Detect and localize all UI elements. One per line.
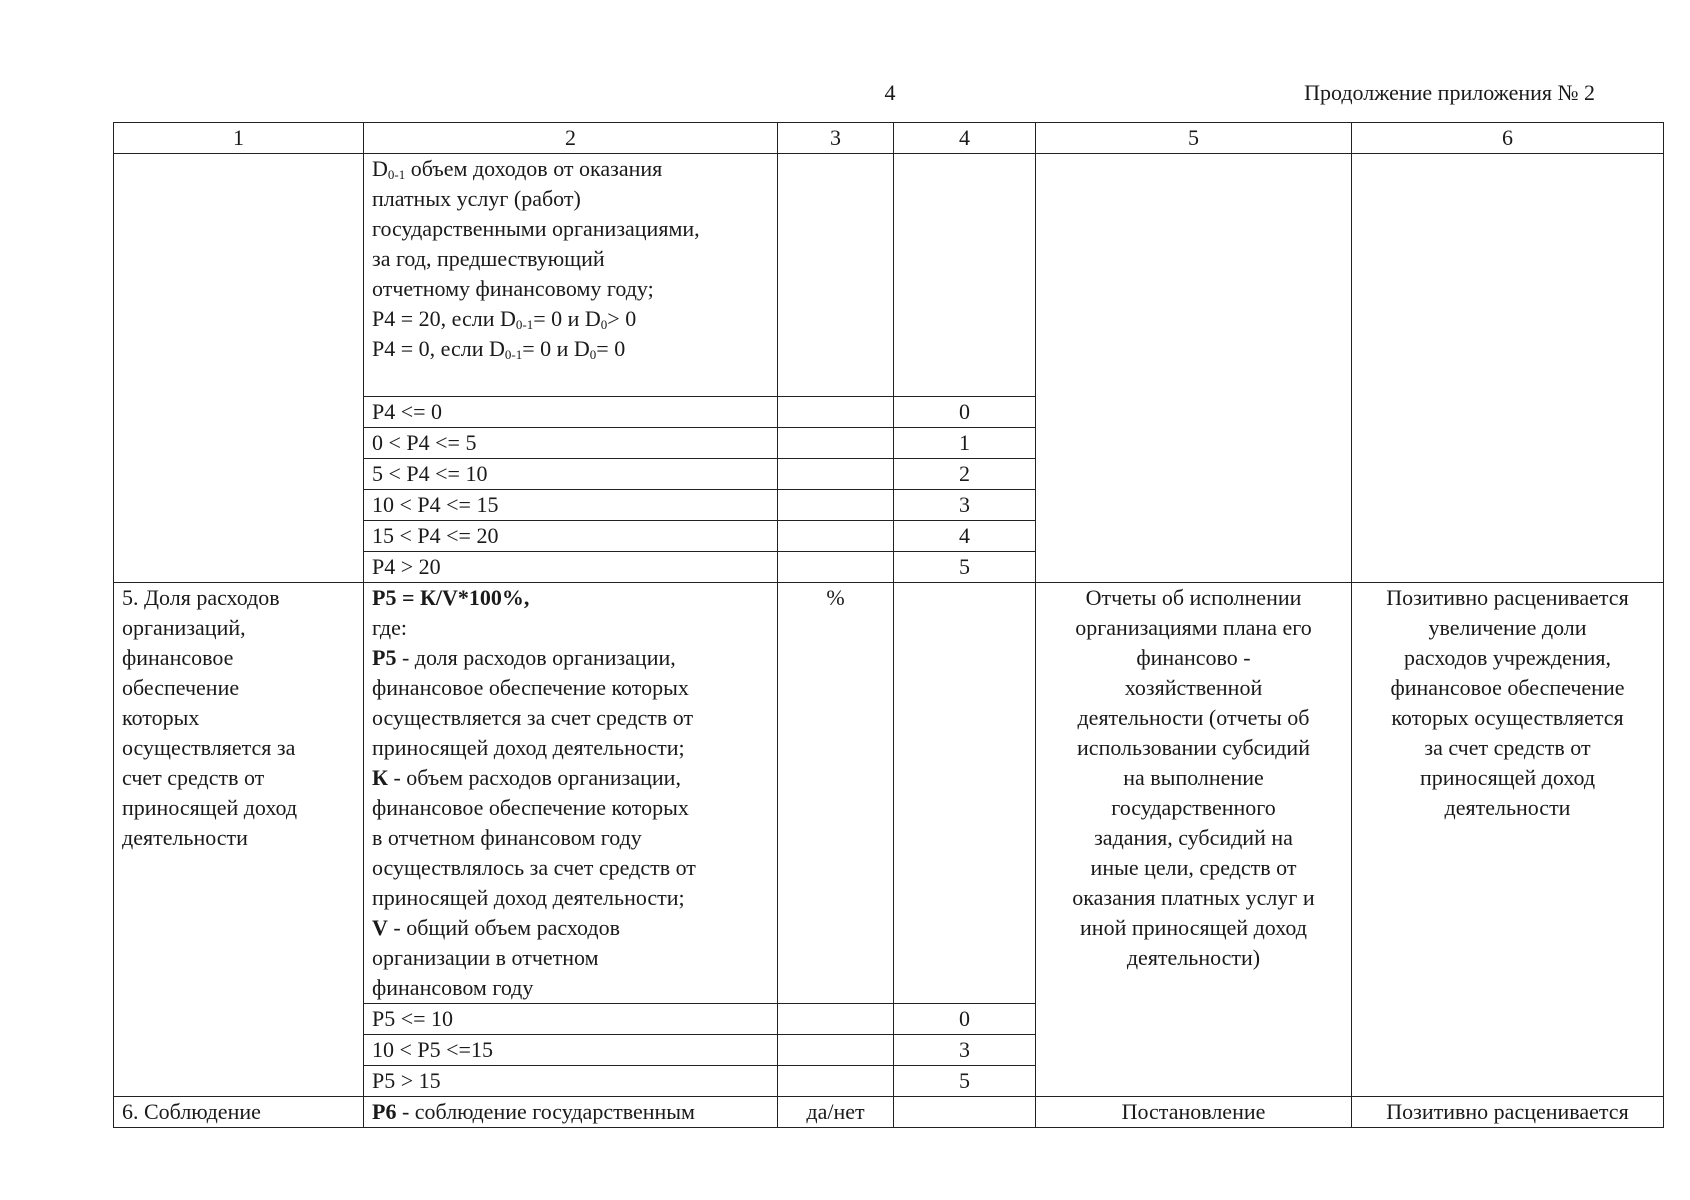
p4-indicator-cell <box>114 154 364 583</box>
text-line: за год, предшествующий <box>372 246 605 271</box>
definition-line: в отчетном финансовом году <box>372 825 642 850</box>
definition-line: приносящей доход деятельности; <box>372 885 685 910</box>
indicator-line: счет средств от <box>122 765 265 790</box>
p6-description-cell <box>364 1097 778 1128</box>
term: Р5 <box>372 645 397 670</box>
score-points: 0 <box>894 1004 1036 1035</box>
header-cell: 2 <box>364 123 778 154</box>
score-points: 5 <box>894 1066 1036 1097</box>
text: Р4 = 20, если D <box>372 306 516 331</box>
source-line: иные цели, средств от <box>1090 855 1297 880</box>
note-line: деятельности <box>1444 795 1571 820</box>
source-line: оказания платных услуг и <box>1072 885 1315 910</box>
subscript: 0 <box>600 317 608 332</box>
score-points: 4 <box>894 521 1036 552</box>
p4-note-cell <box>1352 154 1664 583</box>
header-cell: 6 <box>1352 123 1664 154</box>
score-points: 3 <box>894 490 1036 521</box>
indicator-line: которых <box>122 705 200 730</box>
p5-formula: Р5 = К/V*100%, <box>372 585 530 610</box>
definition-line <box>372 763 769 793</box>
definition-line: финансовое обеспечение которых <box>372 795 689 820</box>
definition-line: финансовом году <box>372 975 534 1000</box>
score-points: 1 <box>894 428 1036 459</box>
header-cell: 3 <box>778 123 894 154</box>
text-line: объем доходов от оказания <box>405 156 663 181</box>
note-line: финансовое обеспечение <box>1390 675 1625 700</box>
p4-formula-1 <box>372 304 769 334</box>
score-unit <box>778 521 894 552</box>
p4-description-row <box>114 154 1664 397</box>
note-line: расходов учреждения, <box>1403 645 1611 670</box>
source-line: на выполнение <box>1123 765 1264 790</box>
score-condition: Р5 > 15 <box>364 1066 778 1097</box>
indicator-line: осуществляется за <box>122 735 296 760</box>
p5-source-cell <box>1036 583 1352 1097</box>
score-condition: 10 < Р5 <=15 <box>364 1035 778 1066</box>
p6-row <box>114 1097 1664 1128</box>
note-line: увеличение доли <box>1428 615 1587 640</box>
p5-description-cell <box>364 583 778 1004</box>
source-line: организациями плана его <box>1075 615 1312 640</box>
source-line: использовании субсидий <box>1077 735 1310 760</box>
page-number: 4 <box>884 80 896 105</box>
p6-unit-cell: да/нет <box>778 1097 894 1128</box>
source-line: финансово - <box>1136 645 1251 670</box>
note-line: Позитивно расценивается <box>1386 585 1629 610</box>
definition-line <box>372 643 769 673</box>
score-condition: 5 < Р4 <= 10 <box>364 459 778 490</box>
definition-line: финансовое обеспечение которых <box>372 675 689 700</box>
score-unit <box>778 428 894 459</box>
source-line: Отчеты об исполнении <box>1085 585 1302 610</box>
score-unit <box>778 490 894 521</box>
p5-description-row <box>114 583 1664 1004</box>
score-condition: 0 < Р4 <= 5 <box>364 428 778 459</box>
p5-unit-cell: % <box>778 583 894 1004</box>
where-label: где: <box>372 615 407 640</box>
header-cell: 4 <box>894 123 1036 154</box>
score-points: 0 <box>894 397 1036 428</box>
score-unit <box>778 1004 894 1035</box>
p4-formula-2 <box>372 334 769 364</box>
p5-points-cell <box>894 583 1036 1004</box>
score-points: 5 <box>894 552 1036 583</box>
p5-indicator-cell <box>114 583 364 1097</box>
text-line: государственными организациями, <box>372 216 700 241</box>
text: - соблюдение государственным <box>396 1099 695 1124</box>
subscript: 0-1 <box>387 167 406 182</box>
indicator-line: деятельности <box>122 825 248 850</box>
subscript: 0 <box>589 347 597 362</box>
source-line: государственного <box>1111 795 1276 820</box>
definition-line: приносящей доход деятельности; <box>372 735 685 760</box>
note-line: за счет средств от <box>1424 735 1591 760</box>
p5-note-cell <box>1352 583 1664 1097</box>
text: = 0 и D <box>533 306 601 331</box>
note-line: приносящей доход <box>1419 765 1596 790</box>
score-unit <box>778 397 894 428</box>
p4-points-cell <box>894 154 1036 397</box>
definition-line: осуществляется за счет средств от <box>372 705 694 730</box>
indicator-line: организаций, <box>122 615 246 640</box>
text: = 0 <box>596 336 626 361</box>
score-unit <box>778 1035 894 1066</box>
indicator-line: 5. Доля расходов <box>122 585 280 610</box>
p4-source-cell <box>1036 154 1352 583</box>
text: - объем расходов организации, <box>387 765 681 790</box>
score-condition: 10 < Р4 <= 15 <box>364 490 778 521</box>
source-line: деятельности) <box>1126 945 1261 970</box>
score-points: 2 <box>894 459 1036 490</box>
criteria-table <box>113 122 1664 1128</box>
p4-unit-cell <box>778 154 894 397</box>
text-line: отчетному финансовому году; <box>372 276 654 301</box>
source-line: иной приносящей доход <box>1080 915 1307 940</box>
source-line: хозяйственной <box>1124 675 1263 700</box>
subscript: 0-1 <box>515 317 534 332</box>
definition-line <box>372 913 769 943</box>
definition-line: организации в отчетном <box>372 945 599 970</box>
text: - общий объем расходов <box>387 915 620 940</box>
text-line: платных услуг (работ) <box>372 186 581 211</box>
source-line: задания, субсидий на <box>1094 825 1293 850</box>
indicator-line: финансовое <box>122 645 234 670</box>
indicator-line: приносящей доход <box>122 795 298 820</box>
note-line: которых осуществляется <box>1391 705 1624 730</box>
text: = 0 и D <box>522 336 590 361</box>
score-condition: Р4 <= 0 <box>364 397 778 428</box>
indicator-line: обеспечение <box>122 675 240 700</box>
p6-note-cell: Позитивно расценивается <box>1352 1097 1664 1128</box>
score-condition: Р5 <= 10 <box>364 1004 778 1035</box>
score-points: 3 <box>894 1035 1036 1066</box>
text: > 0 <box>607 306 637 331</box>
header-row <box>114 123 1664 154</box>
term: Р6 <box>372 1099 397 1124</box>
p6-source-cell: Постановление <box>1036 1097 1352 1128</box>
p6-indicator-cell: 6. Соблюдение <box>114 1097 364 1128</box>
term: К <box>372 765 388 790</box>
text: Р4 = 0, если D <box>372 336 505 361</box>
p4-description-cell <box>364 154 778 397</box>
score-unit <box>778 459 894 490</box>
score-unit <box>778 1066 894 1097</box>
score-unit <box>778 552 894 583</box>
term: V <box>372 915 388 940</box>
definition-line: осуществлялось за счет средств от <box>372 855 696 880</box>
source-line: деятельности (отчеты об <box>1077 705 1310 730</box>
score-condition: 15 < Р4 <= 20 <box>364 521 778 552</box>
p6-points-cell <box>894 1097 1036 1128</box>
d-letter: D <box>372 156 388 181</box>
text: - доля расходов организации, <box>396 645 676 670</box>
subscript: 0-1 <box>504 347 523 362</box>
continuation-header: Продолжение приложения № 2 <box>1304 80 1595 105</box>
header-cell: 5 <box>1036 123 1352 154</box>
header-cell: 1 <box>114 123 364 154</box>
score-condition: Р4 > 20 <box>364 552 778 583</box>
